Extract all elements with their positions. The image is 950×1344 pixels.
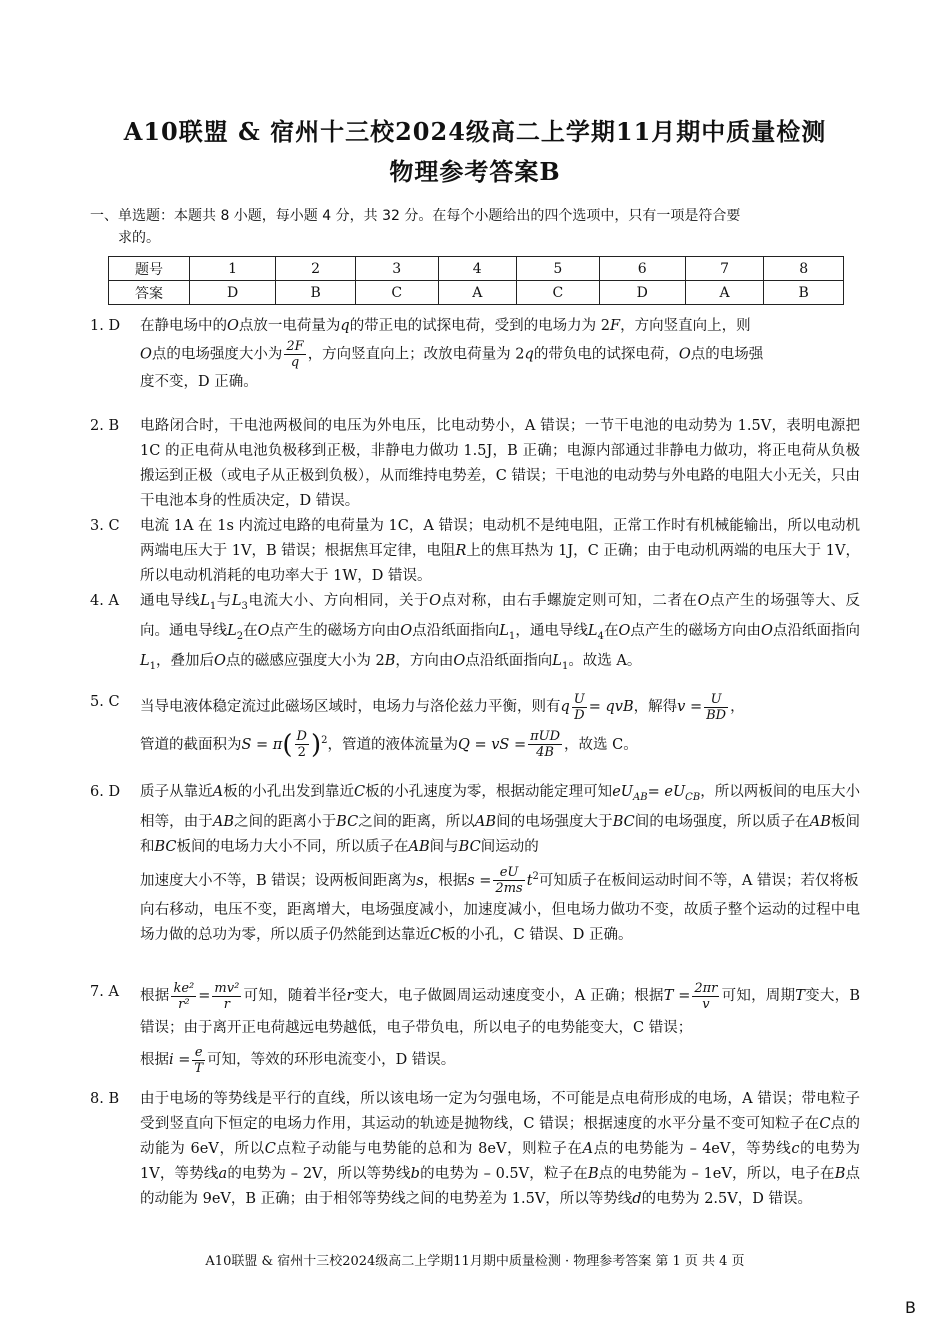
item-number: 1. D bbox=[90, 318, 121, 334]
fraction: $\frac{2F}{q}$ bbox=[286, 339, 304, 370]
table-cell: D bbox=[599, 281, 685, 305]
item-explanation: 质子从靠近A板的小孔出发到靠近C板的小孔速度为零，根据动能定理可知$eU_{AB}= eU_{CB}$，所以两板间的电压大小相等，由于AB之间的距离小于BC之间的距离，所以AB间的电场强度大于BC间的电场强度，所以质子在AB板间和BC板间的电场力大小不同，所以质子在AB间与BC间运动的 加速度大小不等，B 错误；设两板间距离为s，根据s = $\frac{eU}{2ms}$ $t^2$可知质子在板间运动时间不等，A 错误；若仅将板 向右移动，电压不变，距离增大，电场强度减小，加速度减小，但电场力做功不变，故质子整个运动的过程中电场力做的总功为零，所以质子仍然能到达靠近C板的小孔，C 错误、D 正确。 bbox=[140, 784, 861, 943]
answer-table bbox=[108, 256, 844, 305]
table-cell: 2 bbox=[276, 257, 356, 281]
corner-mark: B bbox=[905, 1298, 916, 1317]
table-cell: 4 bbox=[438, 257, 516, 281]
section-heading-cont: 求的。 bbox=[118, 230, 160, 246]
item-number: 5. C bbox=[90, 694, 120, 710]
item-explanation: 根据 $\frac{\text{ke²}}{\text{r²}}$ = $\frac{\text{mv²}}{r}$ 可知，随着半径r变大，电子做圆周运动速度变小，A 正确；根据T = $\frac{2\pi r}{v}$ 可知，周期T变大，B 错误；由于离开正电荷越远电势越低，电子带负电，所以电子的电势能变大，C 错误； 根据i = $\frac{e}{T}$ 可知，等效的环形电流变小，D 错误。 bbox=[140, 980, 861, 1076]
item-number: 4. A bbox=[90, 593, 119, 609]
section-heading bbox=[90, 205, 870, 249]
answer-item-6 bbox=[90, 780, 860, 948]
table-cell: B bbox=[276, 281, 356, 305]
table-cell: 3 bbox=[355, 257, 438, 281]
fraction: $\frac{U}{D}$ bbox=[573, 691, 585, 723]
item-number: 8. B bbox=[90, 1091, 120, 1107]
section-heading-text: 一、单选题：本题共 8 小题，每小题 4 分，共 32 分。在每个小题给出的四个选项中，只有一项是符合要 bbox=[90, 208, 741, 224]
table-cell: D bbox=[190, 281, 276, 305]
fraction: $\frac{e}{T}$ bbox=[194, 1044, 204, 1076]
page-footer: A10联盟 & 宿州十三校2024级高二上学期11月期中质量检测 · 物理参考答案 第 1 页 共 4 页 bbox=[205, 1254, 745, 1269]
table-cell: C bbox=[355, 281, 438, 305]
fraction: $\frac{U}{BD}$ bbox=[706, 691, 727, 723]
table-header-question: 题号 bbox=[109, 257, 190, 281]
fraction: $\frac{\text{mv²}}{r}$ bbox=[214, 980, 240, 1012]
item-number: 6. D bbox=[90, 784, 121, 800]
answer-item-5 bbox=[90, 690, 860, 762]
table-cell: 5 bbox=[516, 257, 599, 281]
table-row-questions bbox=[109, 257, 844, 281]
page-title: A10联盟 & 宿州十三校2024级高二上学期11月期中质量检测 bbox=[123, 117, 827, 146]
item-explanation: 电流 1A 在 1s 内流过电路的电荷量为 1C，A 错误；电动机不是纯电阻，正常工作时有机械能输出，所以电动机两端电压大于 1V，B 错误；根据焦耳定律，电阻R上的焦耳热为 1J，C 正确；由于电动机两端的电压大于 1V，所以电动机消耗的电功率大于 1W，D 错误。 bbox=[140, 518, 861, 584]
table-cell: 7 bbox=[685, 257, 763, 281]
answer-item-3 bbox=[90, 514, 860, 589]
fraction: $\frac{\text{πUD}}{4B}$ bbox=[530, 729, 561, 761]
answer-item-1 bbox=[90, 314, 860, 395]
fraction: $\frac{D}{2}$ bbox=[296, 729, 307, 761]
table-cell: 6 bbox=[599, 257, 685, 281]
table-row-answers bbox=[109, 281, 844, 305]
item-explanation: 通电导线$L_1$与$L_3$电流大小、方向相同，关于O点对称，由右手螺旋定则可知，二者在O点产生的场强等大、反向。通电导线$L_2$在O点产生的磁场方向由O点沿纸面指向$L_1$，通电导线$L_4$在O点产生的磁场方向由O点沿纸面指向$L_1$，叠加后O点的磁感应强度大小为 2B，方向由O点沿纸面指向$L_1$。故选 A。 bbox=[140, 593, 861, 672]
item-explanation: 由于电场的等势线是平行的直线，所以该电场一定为匀强电场，不可能是点电荷形成的电场，A 错误；带电粒子受到竖直向下恒定的电场力作用，其运动的轨迹是抛物线，C 错误；根据速度的水平分量不变可知粒子在C点的动能为 6eV，所以C点粒子动能与电势能的总和为 8eV，则粒子在A点的电势能为 – 4eV，等势线c的电势为 1V，等势线a的电势为 – 2V，所以等势线b的电势为 – 0.5V，粒子在B点的电势能为 – 1eV，所以，电子在B点的动能为 9eV，B 正确；由于相邻等势线之间的电势差为 1.5V，所以等势线d的电势为 2.5V，D 错误。 bbox=[140, 1091, 861, 1207]
item-explanation: 电路闭合时，干电池两极间的电压为外电压，比电动势小，A 错误；一节干电池的电动势为 1.5V，表明电源把 1C 的正电荷从电池负极移到正极，非静电力做功 1.5J，B 正确；电源内部通过非静电力做功，将正电荷从负极搬运到正极（或电子从正极到负极），从而维持电势差，C 错误；干电池的电动势与外电路的电阻大小无关，只由干电池本身的性质决定，D 错误。 bbox=[140, 418, 860, 509]
table-cell: A bbox=[685, 281, 763, 305]
table-cell: 8 bbox=[764, 257, 844, 281]
item-explanation: 在静电场中的O点放一电荷量为q的带正电的试探电荷，受到的电场力为 2F，方向竖直向上，则 O点的电场强度大小为 $\frac{2F}{q}$ ，方向竖直向上；改放电荷量为 2q的带负电的试探电荷，O点的电场强 度不变，D 正确。 bbox=[140, 318, 764, 390]
item-number: 2. B bbox=[90, 418, 120, 434]
table-cell: B bbox=[764, 281, 844, 305]
table-header-answer: 答案 bbox=[109, 281, 190, 305]
fraction: $\frac{\text{ke²}}{\text{r²}}$ bbox=[173, 980, 195, 1012]
item-explanation: 当导电液体稳定流过此磁场区域时，电场力与洛伦兹力平衡，则有q $\frac{U}{D}$ = qvB，解得v = $\frac{U}{BD}$ ， 管道的截面积为S = π( $\frac{D}{2}$ )$^2$，管道的液体流量为Q = vS = $\frac{\text{πUD}}{4B}$ ，故选 C。 bbox=[140, 691, 745, 761]
answer-item-4 bbox=[90, 589, 860, 679]
table-cell: 1 bbox=[190, 257, 276, 281]
answer-item-8 bbox=[90, 1087, 860, 1212]
item-number: 7. A bbox=[90, 984, 119, 1000]
page-subtitle: 物理参考答案B bbox=[389, 157, 561, 186]
item-number: 3. C bbox=[90, 518, 120, 534]
fraction: $\frac{eU}{2ms}$ bbox=[495, 865, 523, 897]
answer-item-2 bbox=[90, 414, 860, 514]
table-cell: A bbox=[438, 281, 516, 305]
answer-item-7 bbox=[90, 980, 860, 1076]
table-cell: C bbox=[516, 281, 599, 305]
fraction: $\frac{2\pi r}{v}$ bbox=[694, 980, 718, 1012]
